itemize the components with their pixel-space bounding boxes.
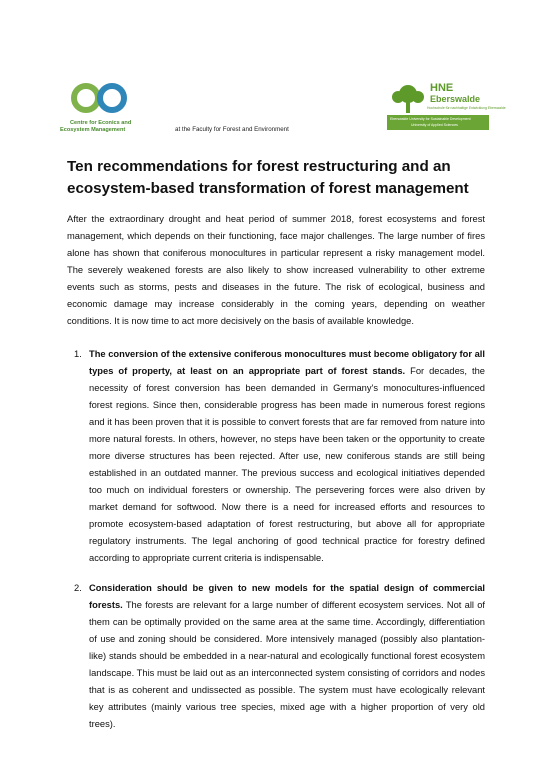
econics-logo bbox=[60, 80, 150, 140]
list-item bbox=[67, 580, 485, 733]
hne-name: HNE bbox=[430, 82, 454, 94]
hne-subname: Eberswalde bbox=[430, 94, 481, 104]
item-number: 2. bbox=[74, 583, 82, 593]
faculty-caption: at the Faculty for Forest and Environment bbox=[175, 126, 289, 133]
item-number: 1. bbox=[74, 349, 82, 359]
hne-bar-line2: University of Applied Sciences bbox=[411, 123, 458, 127]
list-item bbox=[67, 346, 485, 567]
infinity-logo-icon bbox=[68, 80, 132, 116]
intro-paragraph: After the extraordinary drought and heat period of summer 2018, forest ecosystems and forest management, which depends on their functioning, face major challenges. The large number of fires alone has shown that coniferous monocultures in particular represent a risky management model. The severely weakened forests are also likely to show increased vulnerability to other extreme events such as storms, pests and diseases in the future. The risk of ecological, business and economic damage may increase considerably in the coming years, depending on weather conditions. It is now time to act more decisively on the basis of available knowledge. bbox=[67, 214, 485, 326]
recommendations-list bbox=[67, 346, 485, 733]
logo-text-line1: Centre for Econics and bbox=[70, 120, 132, 126]
hne-small-text: Hochschule für nachhaltige Entwicklung Eberswalde bbox=[427, 106, 506, 110]
item-lead: Consideration should be given to new models for the spatial design of commercial forests. bbox=[89, 583, 485, 610]
hne-logo bbox=[387, 82, 506, 137]
item-lead: The conversion of the extensive coniferous monocultures must become obligatory for all types of property, at least on an appropriate part of forest stands. bbox=[89, 349, 485, 376]
item-text: The forests are relevant for a large number of different ecosystem services. Not all of them can be optimally provided on the same area at the same time. Accordingly, differentiation of use and zoning should be considered. More intensively managed (possibly also plantation-like) stands should be embedded in a near-natural and ecologically functional forest ecosystem landscape. This must be laid out as an interconnected system consisting of corridors and nodes that is as coherent and undissected as possible. The system must have ecologically relevant key attributes (mainly various tree species, mixed age with a higher proportion of very old trees). bbox=[89, 600, 485, 729]
logo-text-line2: Ecosystem Management bbox=[60, 127, 126, 133]
item-text: For decades, the necessity of forest conversion has been demanded in Germany's monocultures-influenced forest regions. Since then, considerable progress has been made in numerous forest regions and it has been proven that it is possible to convert forests that are far removed from nature into more natural forests. In others, however, no steps have been taken or the opportunity to create more diverse structures has been rejected. After use, new coniferous stands are still being established in an outdated manner. The previous success and ecological initiatives depended too much on individual foresters or ownership. The persevering forces were also driven by market demand for softwood. Now there is a need for increased efforts and resources to promote ecosystem-based adaptation of forest restructuring, but above all for appropriate regulatory instruments. The legal anchoring of good technical practice for forestry defined according to appropriate current criteria is indispensable. bbox=[89, 366, 485, 563]
document-title: Ten recommendations for forest restructuring and an ecosystem-based transformation of forest management bbox=[67, 158, 469, 198]
hne-green-bar bbox=[387, 115, 489, 130]
tree-logo-icon bbox=[389, 84, 427, 114]
hne-bar-line1: Eberswalde University for Sustainable Development bbox=[390, 117, 471, 121]
